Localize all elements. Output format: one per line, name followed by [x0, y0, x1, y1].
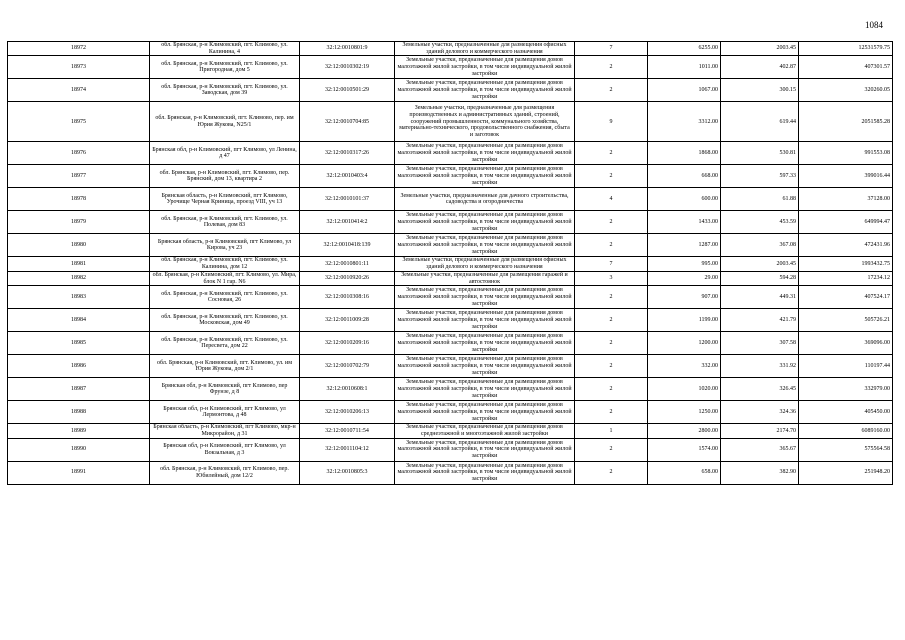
specific-value-cell: 307.58	[721, 332, 799, 355]
specific-value-cell: 402.87	[721, 56, 799, 79]
row-number: 18982	[8, 271, 150, 285]
cadastral-value-cell: 320260.05	[799, 79, 893, 102]
row-number: 18975	[8, 102, 150, 142]
land-use-cell: Земельные участки, предназначенные для размещения домов малоэтажной жилой застройки, в том числе индивидуальной жилой застройки	[395, 378, 575, 401]
cadastral-number-cell: 32:12:0010501:29	[300, 79, 395, 102]
row-number: 18985	[8, 332, 150, 355]
group-cell: 2	[575, 461, 648, 484]
cadastral-number-cell: 32:12:0010308:16	[300, 286, 395, 309]
group-cell: 2	[575, 355, 648, 378]
address-cell: Брянская область, р-н Климовский, пгт Климово, Урочище Черная Криница, проезд VIII, уч 13	[150, 188, 300, 211]
row-number: 18981	[8, 257, 150, 271]
cadastral-number-cell: 32:12:0010403:4	[300, 165, 395, 188]
area-cell: 1020.00	[648, 378, 721, 401]
land-use-cell: Земельные участки, предназначенные для дачного строительства, садоводства и огородничества	[395, 188, 575, 211]
address-cell: Брянская обл, р-н Климовский, пгт Климово, ул Ленина, д 47	[150, 142, 300, 165]
cadastral-value-cell: 407524.17	[799, 286, 893, 309]
cadastral-number-cell: 32:12:0010608:1	[300, 378, 395, 401]
row-number: 18973	[8, 56, 150, 79]
table-row	[8, 332, 893, 355]
land-use-cell: Земельные участки, предназначенные для размещения домов малоэтажной жилой застройки, в том числе индивидуальной жилой застройки	[395, 461, 575, 484]
cadastral-value-cell: 991553.08	[799, 142, 893, 165]
table-row	[8, 271, 893, 285]
table-row	[8, 378, 893, 401]
cadastral-value-cell: 6089160.00	[799, 424, 893, 438]
row-number: 18977	[8, 165, 150, 188]
cadastral-value-cell: 17234.12	[799, 271, 893, 285]
row-number: 18988	[8, 401, 150, 424]
specific-value-cell: 530.81	[721, 142, 799, 165]
table-row	[8, 102, 893, 142]
row-number: 18990	[8, 438, 150, 461]
specific-value-cell: 382.90	[721, 461, 799, 484]
area-cell: 600.00	[648, 188, 721, 211]
table-row	[8, 79, 893, 102]
specific-value-cell: 331.92	[721, 355, 799, 378]
area-cell: 29.00	[648, 271, 721, 285]
cadastral-number-cell: 32:12:0010805:3	[300, 461, 395, 484]
cadastral-value-cell: 2051585.28	[799, 102, 893, 142]
land-use-cell: Земельные участки, предназначенные для размещения домов малоэтажной жилой застройки, в том числе индивидуальной жилой застройки	[395, 234, 575, 257]
cadastral-number-cell: 32:12:0010414:2	[300, 211, 395, 234]
land-use-cell: Земельные участки, предназначенные для размещения домов малоэтажной жилой застройки, в том числе индивидуальной жилой застройки	[395, 79, 575, 102]
cadastral-value-table	[7, 41, 893, 485]
land-use-cell: Земельные участки, предназначенные для размещения домов малоэтажной жилой застройки, в том числе индивидуальной жилой застройки	[395, 355, 575, 378]
group-cell: 7	[575, 42, 648, 56]
cadastral-number-cell: 32:12:0011009:28	[300, 309, 395, 332]
cadastral-value-cell: 37128.00	[799, 188, 893, 211]
cadastral-value-cell: 472431.96	[799, 234, 893, 257]
group-cell: 2	[575, 332, 648, 355]
group-cell: 2	[575, 79, 648, 102]
address-cell: обл. Брянская, р-н Климовский, пгт. Климово, ул. Сосновая, 26	[150, 286, 300, 309]
cadastral-number-cell: 32:12:0010101:37	[300, 188, 395, 211]
address-cell: обл. Брянская, р-н Климовский, пгт. Климово, ул. Московская, дом 49	[150, 309, 300, 332]
area-cell: 332.00	[648, 355, 721, 378]
table-row	[8, 165, 893, 188]
table-row	[8, 56, 893, 79]
group-cell: 2	[575, 401, 648, 424]
specific-value-cell: 453.59	[721, 211, 799, 234]
page-number: 1084	[865, 20, 883, 30]
specific-value-cell: 2003.45	[721, 257, 799, 271]
land-use-cell: Земельные участки, предназначенные для размещения офисных зданий делового и коммерческого назначения	[395, 257, 575, 271]
row-number: 18989	[8, 424, 150, 438]
address-cell: обл. Брянская, р-н Климовский, пгт. Климово, ул. Мира, блок N 1 гар. N6	[150, 271, 300, 285]
row-number: 18984	[8, 309, 150, 332]
cadastral-number-cell: 32:12:0011104:12	[300, 438, 395, 461]
area-cell: 6255.00	[648, 42, 721, 56]
area-cell: 1868.00	[648, 142, 721, 165]
group-cell: 2	[575, 211, 648, 234]
cadastral-number-cell: 32:12:0010702:79	[300, 355, 395, 378]
cadastral-value-cell: 405450.00	[799, 401, 893, 424]
group-cell: 2	[575, 234, 648, 257]
address-cell: обл. Брянская, р-н Климовский, пгт Климово, пер. Юбилейный, дом 12/2	[150, 461, 300, 484]
land-use-cell: Земельные участки, предназначенные для размещения домов малоэтажной жилой застройки, в том числе индивидуальной жилой застройки	[395, 165, 575, 188]
area-cell: 3312.00	[648, 102, 721, 142]
land-use-cell: Земельные участки, предназначенные для размещения домов малоэтажной жилой застройки, в том числе индивидуальной жилой застройки	[395, 309, 575, 332]
row-number: 18976	[8, 142, 150, 165]
area-cell: 1067.00	[648, 79, 721, 102]
address-cell: Брянская обл, р-н Климовский, пгт Климово, ул Лермонтова, д 48	[150, 401, 300, 424]
group-cell: 7	[575, 257, 648, 271]
row-number: 18979	[8, 211, 150, 234]
address-cell: обл. Брянская, р-н Климовский, пгт. Климово, ул. им Юрия Жукова, дом 2/1	[150, 355, 300, 378]
address-cell: обл. Брянская, р-н Климовский, пгт. Климово, ул. Пересвета, дом 22	[150, 332, 300, 355]
land-use-cell: Земельные участки, предназначенные для размещения домов среднеэтажной и многоэтажной жилой застройки	[395, 424, 575, 438]
table-row	[8, 142, 893, 165]
address-cell: обл. Брянская, р-н Климовский, пгт. Климово, ул. Калинина, дом 12	[150, 257, 300, 271]
row-number: 18974	[8, 79, 150, 102]
specific-value-cell: 619.44	[721, 102, 799, 142]
table-row	[8, 234, 893, 257]
address-cell: обл. Брянская, р-н Климовский, пгт. Климово, ул. Полевая, дом 83	[150, 211, 300, 234]
row-number: 18991	[8, 461, 150, 484]
area-cell: 1199.00	[648, 309, 721, 332]
cadastral-number-cell: 32:12:0010302:19	[300, 56, 395, 79]
table-row	[8, 424, 893, 438]
area-cell: 1287.00	[648, 234, 721, 257]
area-cell: 1011.00	[648, 56, 721, 79]
cadastral-value-cell: 251948.20	[799, 461, 893, 484]
cadastral-number-cell: 32:12:0010801:11	[300, 257, 395, 271]
cadastral-value-cell: 649994.47	[799, 211, 893, 234]
group-cell: 1	[575, 424, 648, 438]
area-cell: 668.00	[648, 165, 721, 188]
land-use-cell: Земельные участки, предназначенные для размещения офисных зданий делового и коммерческого назначения	[395, 42, 575, 56]
cadastral-value-cell: 505726.21	[799, 309, 893, 332]
group-cell: 4	[575, 188, 648, 211]
area-cell: 1433.00	[648, 211, 721, 234]
cadastral-value-cell: 110197.44	[799, 355, 893, 378]
table-row	[8, 188, 893, 211]
area-cell: 658.00	[648, 461, 721, 484]
cadastral-number-cell: 32:12:0010209:16	[300, 332, 395, 355]
land-use-cell: Земельные участки, предназначенные для размещения домов малоэтажной жилой застройки, в том числе индивидуальной жилой застройки	[395, 438, 575, 461]
cadastral-value-cell: 399016.44	[799, 165, 893, 188]
group-cell: 9	[575, 102, 648, 142]
cadastral-value-cell: 407301.57	[799, 56, 893, 79]
land-use-cell: Земельные участки, предназначенные для размещения домов малоэтажной жилой застройки, в том числе индивидуальной жилой застройки	[395, 401, 575, 424]
table-row	[8, 286, 893, 309]
specific-value-cell: 2174.70	[721, 424, 799, 438]
area-cell: 1200.00	[648, 332, 721, 355]
cadastral-number-cell: 32:12:0010206:13	[300, 401, 395, 424]
specific-value-cell: 365.67	[721, 438, 799, 461]
row-number: 18986	[8, 355, 150, 378]
specific-value-cell: 421.79	[721, 309, 799, 332]
group-cell: 2	[575, 378, 648, 401]
cadastral-number-cell: 32:12:0010801:9	[300, 42, 395, 56]
row-number: 18972	[8, 42, 150, 56]
group-cell: 2	[575, 142, 648, 165]
land-use-cell: Земельные участки, предназначенные для размещения домов малоэтажной жилой застройки, в том числе индивидуальной жилой застройки	[395, 142, 575, 165]
address-cell: обл. Брянская, р-н Климовский, пгт. Климово, ул. Пригородная, дом 5	[150, 56, 300, 79]
land-use-cell: Земельные участки, предназначенные для размещения гаражей и автостоянок	[395, 271, 575, 285]
table-row	[8, 42, 893, 56]
cadastral-number-cell: 32:12:0010418:139	[300, 234, 395, 257]
address-cell: обл. Брянская, р-н Климовский, пгт. Климово, пер. им Юрия Жукова, N25/1	[150, 102, 300, 142]
cadastral-number-cell: 32:12:0010317:26	[300, 142, 395, 165]
group-cell: 3	[575, 271, 648, 285]
area-cell: 907.00	[648, 286, 721, 309]
address-cell: Брянская область, р-н Климовский, пгт Климово, мкр-н Микрорайон, д 31	[150, 424, 300, 438]
area-cell: 1250.00	[648, 401, 721, 424]
area-cell: 995.00	[648, 257, 721, 271]
land-use-cell: Земельные участки, предназначенные для размещения домов малоэтажной жилой застройки, в том числе индивидуальной жилой застройки	[395, 286, 575, 309]
land-use-cell: Земельные участки, предназначенные для размещения домов малоэтажной жилой застройки, в том числе индивидуальной жилой застройки	[395, 332, 575, 355]
cadastral-value-cell: 575564.58	[799, 438, 893, 461]
table-row	[8, 461, 893, 484]
group-cell: 2	[575, 165, 648, 188]
land-use-cell: Земельные участки, предназначенные для размещения домов малоэтажной жилой застройки, в том числе индивидуальной жилой застройки	[395, 211, 575, 234]
address-cell: обл. Брянская, р-н Климовский, пгт. Климово, ул. Заводская, дом 39	[150, 79, 300, 102]
table-row	[8, 355, 893, 378]
area-cell: 2800.00	[648, 424, 721, 438]
land-use-cell: Земельные участки, предназначенные для размещения домов малоэтажной жилой застройки, в том числе индивидуальной жилой застройки	[395, 56, 575, 79]
specific-value-cell: 449.31	[721, 286, 799, 309]
group-cell: 2	[575, 438, 648, 461]
row-number: 18980	[8, 234, 150, 257]
specific-value-cell: 597.33	[721, 165, 799, 188]
specific-value-cell: 324.36	[721, 401, 799, 424]
address-cell: Брянская область, р-н Климовский, пгт Климово, ул Кирова, уч 23	[150, 234, 300, 257]
cadastral-value-cell: 332979.00	[799, 378, 893, 401]
group-cell: 2	[575, 56, 648, 79]
row-number: 18978	[8, 188, 150, 211]
specific-value-cell: 61.88	[721, 188, 799, 211]
address-cell: Брянская обл, р-н Климовский, пгт Климово, ул Вокзальная, д 3	[150, 438, 300, 461]
address-cell: обл. Брянская, р-н Климовский, пгт. Климово, ул. Калинина, 4	[150, 42, 300, 56]
row-number: 18983	[8, 286, 150, 309]
cadastral-number-cell: 32:12:0010704:85	[300, 102, 395, 142]
group-cell: 2	[575, 309, 648, 332]
table-row	[8, 211, 893, 234]
cadastral-number-cell: 32:12:0010711:54	[300, 424, 395, 438]
row-number: 18987	[8, 378, 150, 401]
cadastral-value-cell: 1993432.75	[799, 257, 893, 271]
area-cell: 1574.00	[648, 438, 721, 461]
land-use-cell: Земельные участки, предназначенные для размещения производственных и административных зданий, строений, сооружений промышленности, коммунального хозяйства, материально-технического, продовольственного снабжения, сбыта и заготовок	[395, 102, 575, 142]
address-cell: Брянская обл, р-н Климовский, пгт Климово, пер Фрунзе, д 8	[150, 378, 300, 401]
specific-value-cell: 2003.45	[721, 42, 799, 56]
table-row	[8, 401, 893, 424]
specific-value-cell: 367.08	[721, 234, 799, 257]
cadastral-value-cell: 369096.00	[799, 332, 893, 355]
specific-value-cell: 326.45	[721, 378, 799, 401]
cadastral-value-cell: 12531579.75	[799, 42, 893, 56]
specific-value-cell: 594.28	[721, 271, 799, 285]
table-row	[8, 257, 893, 271]
address-cell: обл. Брянская, р-н Климовский, пгт. Климово, пер. Брянский, дом 13, квартира 2	[150, 165, 300, 188]
table-row	[8, 438, 893, 461]
cadastral-number-cell: 32:12:0010920:26	[300, 271, 395, 285]
table-row	[8, 309, 893, 332]
specific-value-cell: 300.15	[721, 79, 799, 102]
group-cell: 2	[575, 286, 648, 309]
